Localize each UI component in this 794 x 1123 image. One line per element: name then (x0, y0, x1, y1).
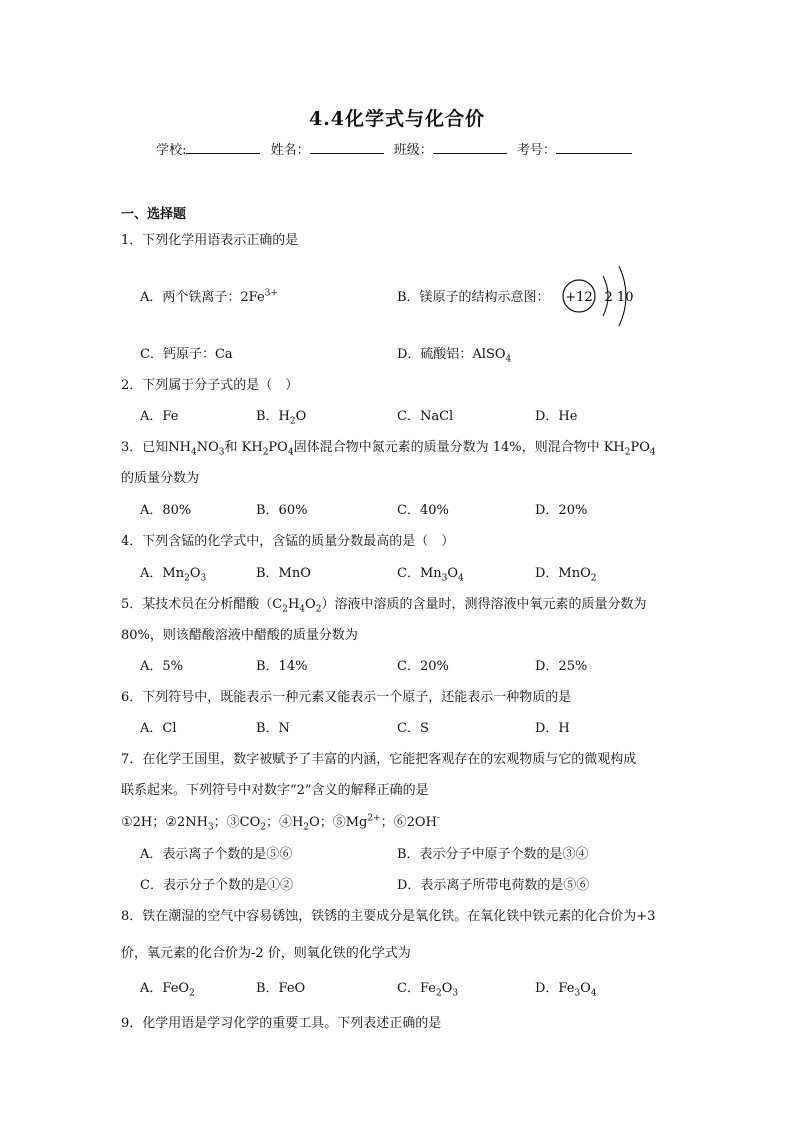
q4-c2: O (447, 566, 459, 581)
q7-symbols-line (121, 811, 440, 833)
q9-stem: 9．化学用语是学习化学的重要工具。下列表述正确的是 (121, 1016, 442, 1031)
q3-option-a: A．80% (140, 503, 192, 518)
number-blank[interactable] (556, 141, 632, 154)
q3-stem-line1 (121, 436, 656, 458)
q7-t1: ①2H；②2NH (121, 815, 208, 830)
class-blank[interactable] (433, 141, 507, 154)
q4-c-s1: 3 (441, 573, 448, 584)
q8-option-b: B．FeO (256, 981, 306, 996)
q1-stem: 1．下列化学用语表示正确的是 (121, 233, 299, 248)
q4-option-c (397, 562, 464, 584)
q4-option-b: B．MnO (256, 566, 311, 581)
q6-option-a: A．Cl (140, 721, 177, 736)
q4-a1: A．Mn (140, 566, 185, 581)
q3-t6: PO (630, 440, 650, 455)
q1-a-text: A．两个铁离子：2Fe (140, 290, 265, 305)
q8-c-s2: 3 (452, 988, 459, 999)
q5-t3: O (305, 597, 316, 612)
q2-stem: 2．下列属于分子式的是（ ） (121, 378, 299, 393)
q1-d-text: D．硫酸铝：AlSO (397, 347, 506, 362)
q7-option-a: A．表示离子个数的是⑤⑥ (140, 847, 293, 862)
nucleus-charge: +12 (565, 290, 593, 305)
q8-d-s1: 3 (574, 988, 581, 999)
q5-stem-line1 (121, 593, 647, 615)
q3-t3: 和 KH (224, 440, 263, 455)
q3-t1: 3．已知NH (121, 440, 191, 455)
q6-option-b: B．N (256, 721, 290, 736)
q2-option-d: D．He (535, 409, 578, 424)
q1-option-b: B．镁原子的结构示意图： (397, 290, 550, 305)
q2-b-pre: B．H (256, 409, 290, 424)
q4-d-s: 2 (590, 573, 597, 584)
q2-option-a: A．Fe (140, 409, 179, 424)
q3-option-d: D．20% (535, 503, 588, 518)
q3-s3: 2 (262, 447, 269, 458)
q5-s3: 2 (315, 604, 322, 615)
q3-s1: 4 (190, 447, 197, 458)
q5-t4: ）溶液中溶质的含量时，测得溶液中氧元素的质量分数为 (321, 597, 647, 612)
q1-option-c: C．钙原子：Ca (140, 347, 233, 362)
q8-option-c (397, 977, 459, 999)
q7-stem-line2: 联系起来。下列符号中对数字“2”含义的解释正确的是 (121, 783, 429, 798)
q7-option-d: D．表示离子所带电荷数的是⑤⑥ (397, 878, 590, 893)
q5-t1: 5．某技术员在分析醋酸（C (121, 597, 283, 612)
q5-option-a: A．5% (140, 659, 184, 674)
q7-stem-line1: 7．在化学王国里，数字被赋予了丰富的内涵，它能把客观存在的宏观物质与它的微观构成 (121, 752, 637, 767)
q8-option-d (535, 977, 597, 999)
q8-c1: C．Fe (397, 981, 436, 996)
q3-stem-line2: 的质量分数为 (121, 471, 200, 486)
q4-d1: D．MnO (535, 566, 591, 581)
q7-t5: ；⑥2OH (380, 815, 437, 830)
q8-d-s2: 4 (590, 988, 597, 999)
magnesium-atom-diagram (559, 262, 639, 334)
q5-s1: 2 (282, 604, 288, 615)
q7-option-b: B．表示分子中原子个数的是③④ (397, 847, 589, 862)
q8-c2: O (441, 981, 453, 996)
q1-option-d (397, 343, 512, 365)
q7-s2: 2 (260, 822, 266, 833)
q4-a2: O (189, 566, 201, 581)
q4-option-d (535, 562, 597, 584)
q3-s2: 3 (218, 447, 225, 458)
q8-stem-line2: 价，氧元素的化合价为-2 价，则氧化铁的化学式为 (121, 946, 411, 961)
q4-c1: C．Mn (397, 566, 442, 581)
q3-s4: 4 (287, 447, 294, 458)
number-label: 考号： (516, 143, 556, 158)
school-label: 学校: (156, 143, 187, 158)
q3-t5: 固体混合物中氮元素的质量分数为 14%，则混合物中 KH (293, 440, 625, 455)
q5-s2: 4 (299, 604, 306, 615)
q4-a-s2: 3 (200, 573, 207, 584)
q5-option-c: C．20% (397, 659, 449, 674)
q3-t4: PO (268, 440, 288, 455)
q8-a-s: 2 (189, 988, 195, 999)
q1-option-a (140, 286, 278, 305)
q8-d1: D．Fe (535, 981, 575, 996)
q3-s6: 4 (649, 447, 656, 458)
q4-a-s1: 2 (184, 573, 190, 584)
student-info-row (0, 139, 794, 158)
q4-stem: 4．下列含锰的化学式中，含锰的质量分数最高的是（ ） (121, 534, 455, 549)
q3-t2: NO (196, 440, 219, 455)
q8-option-a (140, 977, 195, 999)
q7-s1: 3 (207, 822, 214, 833)
q7-option-c: C．表示分子个数的是①② (140, 878, 293, 893)
q4-option-a (140, 562, 207, 584)
q8-a1: A．FeO (140, 981, 190, 996)
q7-sup2: - (436, 813, 440, 824)
q1-a-sup: 3+ (264, 288, 278, 299)
q5-stem-line2: 80%，则该醋酸溶液中醋酸的质量分数为 (121, 628, 358, 643)
q6-option-c: C．S (397, 721, 429, 736)
page-title: 4.4化学式与化合价 (308, 108, 486, 130)
q5-option-d: D．25% (535, 659, 588, 674)
q8-stem-line1: 8．铁在潮湿的空气中容易锈蚀，铁锈的主要成分是氧化铁。在氧化铁中铁元素的化合价为+3 (121, 909, 656, 924)
q6-stem: 6．下列符号中，既能表示一种元素又能表示一个原子，还能表示一种物质的是 (121, 690, 572, 705)
q2-option-c: C．NaCl (397, 409, 454, 424)
q8-c-s1: 2 (435, 988, 442, 999)
q3-option-b: B．60% (256, 503, 308, 518)
q7-sup1: 2+ (367, 813, 381, 824)
shell-electrons: 2 10 (604, 290, 634, 305)
q4-c-s2: 4 (458, 573, 464, 584)
q8-d2: O (580, 981, 591, 996)
q3-option-c: C．40% (397, 503, 449, 518)
name-blank[interactable] (310, 141, 384, 154)
q6-option-d: D．H (535, 721, 570, 736)
q3-s5: 2 (624, 447, 631, 458)
q2-option-b (256, 405, 307, 427)
q2-b-post: O (295, 409, 307, 424)
class-label: 班级： (393, 143, 433, 158)
section-heading: 一、选择题 (121, 207, 187, 222)
name-label: 姓名： (270, 143, 310, 158)
q7-s3: 2 (303, 822, 310, 833)
q7-t3: ；④H (265, 815, 304, 830)
q7-t4: O；⑤Mg (309, 815, 368, 830)
school-blank[interactable] (186, 141, 260, 154)
q5-t2: H (287, 597, 300, 612)
q1-d-sub: 4 (505, 354, 512, 365)
q2-b-sub: 2 (289, 416, 296, 427)
q5-option-b: B．14% (256, 659, 308, 674)
q7-t2: ；③CO (213, 815, 261, 830)
